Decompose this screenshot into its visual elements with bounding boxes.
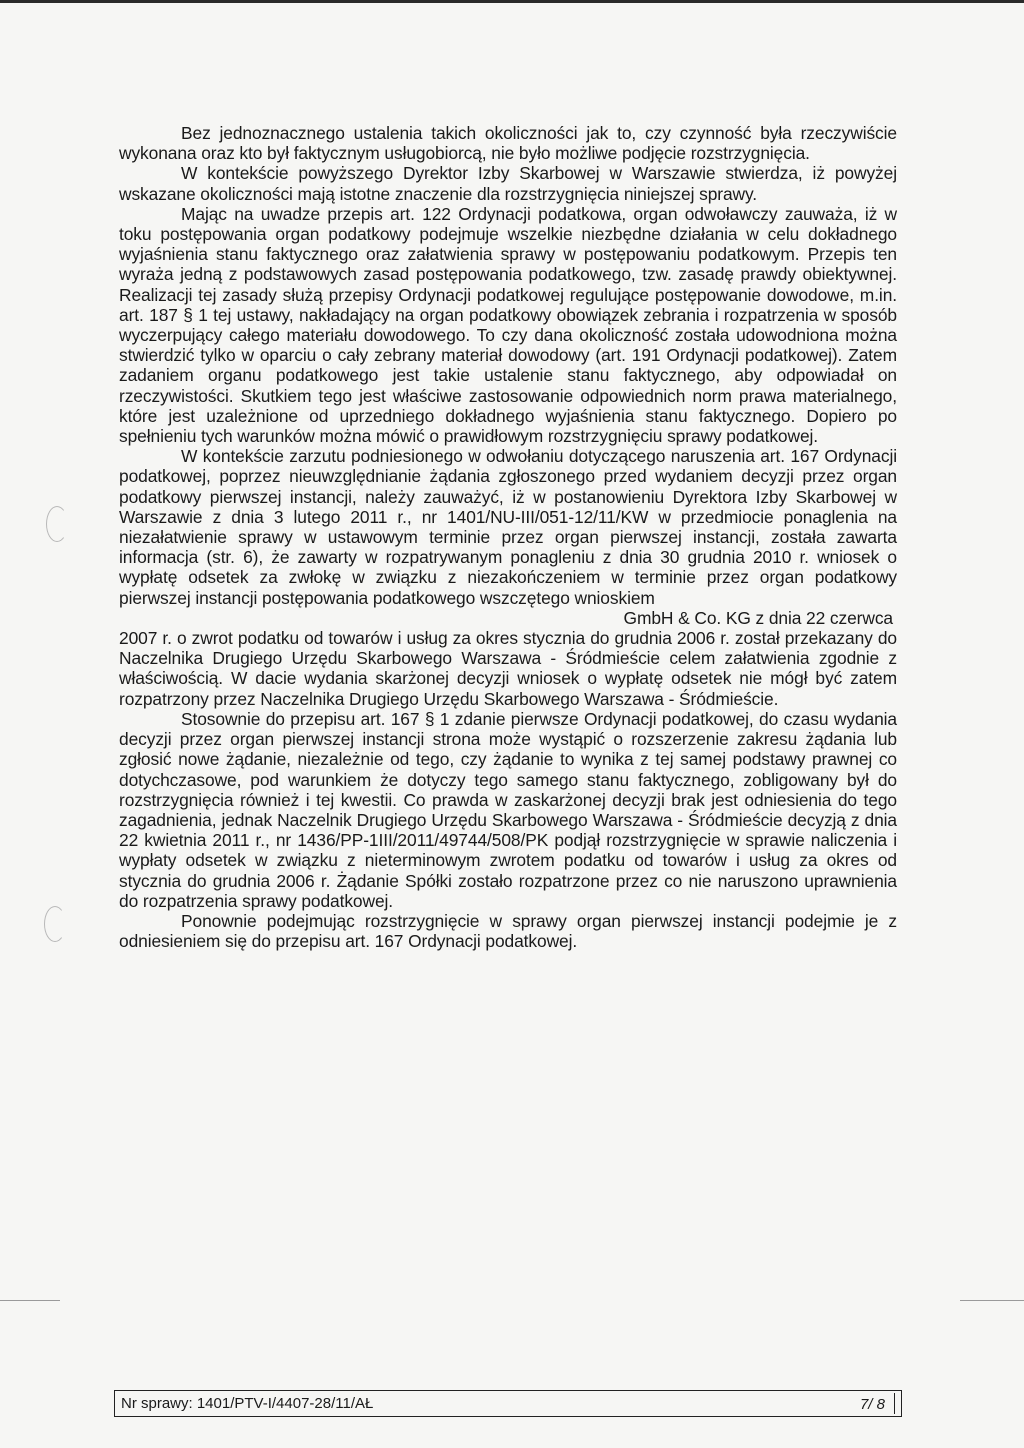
paragraph: W kontekście zarzutu podniesionego w odwołaniu dotyczącego naruszenia art. 167 Ordynacji podatkowej, poprzez nieuwzględnianie żądania zgłoszonego przed wydaniem decyzji przez organ podatkowy pierwszej instancji, należy zauważyć, iż w postanowieniu Dyrektora Izby Skarbowej w Warszawie z dnia 3 lutego 2011 r., nr 1401/NU-III/051-12/11/KW w przedmiocie ponaglenia na niezałatwienie sprawy w ustawowym terminie przez organ pierwszej instancji, została zawarta informacja (str. 6), że zawarty w rozpatrywanym ponagleniu z dnia 30 grudnia 2010 r. wniosek o wypłatę odsetek za zwłokę w związku z niezakończeniem w terminie przez organ podatkowy pierwszej instancji postępowania podatkowego wszczętego wnioskiem: [119, 446, 897, 608]
paragraph-continuation: GmbH & Co. KG z dnia 22 czerwca: [623, 607, 893, 628]
paragraph: Stosownie do przepisu art. 167 § 1 zdanie pierwsze Ordynacji podatkowej, do czasu wydania decyzji przez organ pierwszej instancji strona może wystąpić o rozszerzenie zakresu żądania lub zgłosić nowe żądanie, niezależnie od tego, czy żądanie to wynika z tej samej podstawy prawnej co dotychczasowe, pod warunkiem że dotyczy tego samego stanu faktycznego, zobligowany był do rozstrzygnięcia również i tej kwestii. Co prawda w zaskarżonej decyzji brak jest odniesienia do tego zagadnienia, jednak Naczelnik Drugiego Urzędu Skarbowego Warszawa - Śródmieście decyzją z dnia 22 kwietnia 2011 r., nr 1436/PP-1III/2011/49744/508/PK podjął rozstrzygnięcie w sprawie naliczenia i wypłaty odsetek w związku z nieterminowym zwrotem podatku od towarów i usług za okres od stycznia do grudnia 2006 r. Żądanie Spółki zostało rozpatrzone przez co nie naruszono uprawnienia do rozpatrzenia sprawy podatkowej.: [119, 708, 897, 911]
footer-case-box: [114, 1390, 902, 1417]
paragraph: Ponownie podejmując rozstrzygnięcie w sprawy organ pierwszej instancji podejmie je z odniesieniem się do przepisu art. 167 Ordynacji podatkowej.: [119, 910, 897, 952]
paragraph: 2007 r. o zwrot podatku od towarów i usług za okres stycznia do grudnia 2006 r. został przekazany do Naczelnika Drugiego Urzędu Skarbowego Warszawa - Śródmieście celem załatwienia zgodnie z właściwością. W dacie wydania skarżonej decyzji wniosek o wypłatę odsetek nie mógł być zatem rozpatrzony przez Naczelnika Drugiego Urzędu Skarbowego Warszawa - Śródmieście.: [119, 628, 897, 709]
case-number: Nr sprawy: 1401/PTV-I/4407-28/11/AŁ: [121, 1395, 374, 1412]
scan-artifact-line: [0, 1300, 60, 1301]
paragraph: Mając na uwadze przepis art. 122 Ordynacji podatkowa, organ odwoławczy zauważa, iż w toku postępowania organ podatkowy podejmuje wszelkie niezbędne działania w celu dokładnego wyjaśnienia stanu faktycznego oraz załatwienia sprawy w postępowaniu podatkowym. Przepis ten wyraża jedną z podstawowych zasad postępowania podatkowego, tzw. zasadę prawdy obiektywnej. Realizacji tej zasady służą przepisy Ordynacji podatkowej regulujące postępowanie dowodowe, m.in. art. 187 § 1 tej ustawy, nakładający na organ podatkowy obowiązek zebrania i rozpatrzenia w sposób wyczerpujący całego materiału dowodowego. To czy dana okoliczność została udowodniona można stwierdzić tylko w oparciu o cały zebrany materiał dowodowy (art. 191 Ordynacji podatkowej). Zatem zadaniem organu podatkowego jest takie ustalenie stanu faktycznego, aby odpowiadał on rzeczywistości. Skutkiem tego jest właściwe zastosowanie odpowiednich norm prawa materialnego, które jest uzależnione od uprzedniego dokładnego wyjaśnienia stanu faktycznego. Dopiero po spełnieniu tych warunków można mówić o prawidłowym rozstrzygnięciu sprawy podatkowej.: [119, 203, 897, 447]
paragraph: W kontekście powyższego Dyrektor Izby Skarbowej w Warszawie stwierdza, iż powyżej wskazane okoliczności mają istotne znaczenie dla rozstrzygnięcia niniejszej sprawy.: [119, 163, 897, 204]
scan-edge: [0, 0, 1024, 3]
punch-hole-mark: [44, 906, 66, 942]
scan-artifact-line: [960, 1300, 1024, 1301]
footer-divider: [894, 1393, 896, 1414]
paragraph: Bez jednoznacznego ustalenia takich okoliczności jak to, czy czynność była rzeczywiście wykonana oraz kto był faktycznym usługobiorcą, nie było możliwe podjęcie rozstrzygnięcia.: [119, 123, 897, 164]
page-number: 7/ 8: [859, 1396, 885, 1413]
document-body: [119, 123, 897, 951]
punch-hole-mark: [46, 506, 68, 542]
